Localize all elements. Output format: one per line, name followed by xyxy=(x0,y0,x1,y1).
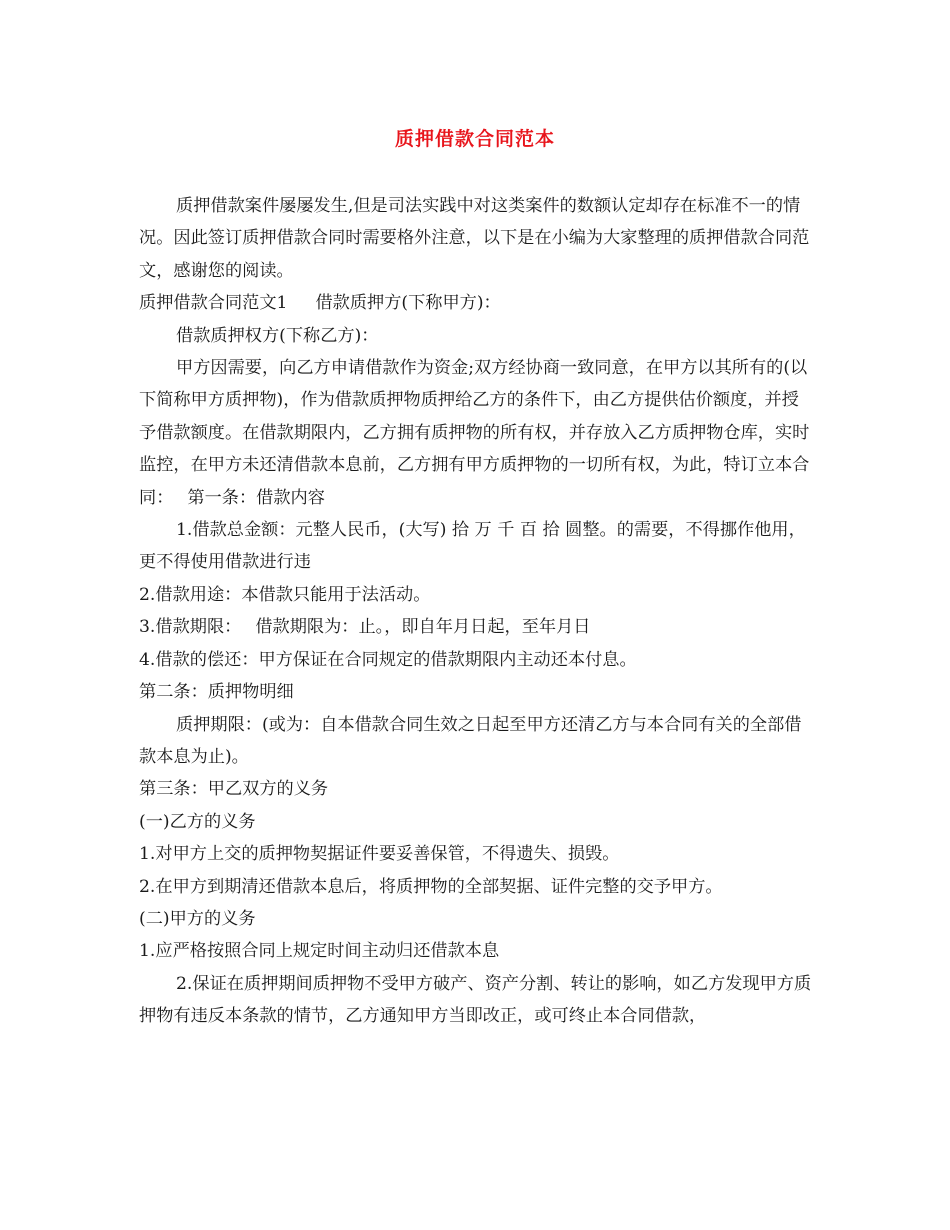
party-b-duty-2: 2.在甲方到期清还借款本息后，将质押物的全部契据、证件完整的交予甲方。 xyxy=(139,876,723,897)
preamble-paragraph xyxy=(139,352,815,514)
clause-1-3-text: 借款期限为：止。，即自年月日起，至年月日 xyxy=(255,617,591,638)
pledge-term-paragraph: 质押期限：(或为：自本借款合同生效之日起至甲方还清乙方与本合同有关的全部借款本息为止)。 xyxy=(139,714,802,767)
party-a-duties-heading: (二)甲方的义务 xyxy=(139,908,256,929)
party-a-duty-1: 1.应严格按照合同上规定时间主动归还借款本息 xyxy=(139,941,500,962)
intro-paragraph: 质押借款案件屡屡发生,但是司法实践中对这类案件的数额认定却存在标准不一的情况。因此签订质押借款合同时需要格外注意，以下是在小编为大家整理的质押借款合同范文，感谢您的阅读。 xyxy=(139,196,810,281)
clause-1-1: 1.借款总金额：元整人民币，(大写) 拾 万 千 百 拾 圆整。的需要，不得挪作他用，更不得使用借款进行违 xyxy=(139,520,806,573)
pledgor-label: 借款质押方(下称甲方)： xyxy=(315,293,501,314)
clause-1-2: 2.借款用途：本借款只能用于法活动。 xyxy=(139,584,431,605)
document-body xyxy=(139,190,815,1033)
article-3-title: 第三条：甲乙双方的义务 xyxy=(139,779,329,800)
clause-1-3-label: 3.借款期限： xyxy=(139,617,242,638)
pledgee-label: 借款质押权方(下称乙方)： xyxy=(176,325,379,346)
preamble-text: 甲方因需要，向乙方申请借款作为资金;双方经协商一致同意，在甲方以其所有的(以下简称甲方质押物)，作为借款质押物质押给乙方的条件下，由乙方提供估价额度，并授予借款额度。在借款期限内，乙方拥有质押物的所有权，并存放入乙方质押物仓库，实时监控，在甲方未还清借款本息前，乙方拥有甲方质押物的一切所有权，为此，特订立本合同： xyxy=(139,358,810,508)
document-title: 质押借款合同范本 xyxy=(394,128,555,150)
party-a-duty-2: 2.保证在质押期间质押物不受甲方破产、资产分割、转让的影响，如乙方发现甲方质押物有违反本条款的情节，乙方通知甲方当即改正，或可终止本合同借款， xyxy=(139,973,812,1027)
clause-1-3 xyxy=(139,611,815,643)
article-2-title: 第二条：质押物明细 xyxy=(139,682,294,703)
party-b-duty-1: 1.对甲方上交的质押物契据证件要妥善保管，不得遗失、损毁。 xyxy=(139,844,620,865)
article-1-title: 第一条：借款内容 xyxy=(187,487,325,508)
party-b-duties-heading: (一)乙方的义务 xyxy=(139,811,256,832)
sample-heading: 质押借款合同范文1 xyxy=(139,293,288,314)
clause-1-4: 4.借款的偿还：甲方保证在合同规定的借款期限内主动还本付息。 xyxy=(139,649,637,670)
sample-heading-line xyxy=(139,287,815,319)
